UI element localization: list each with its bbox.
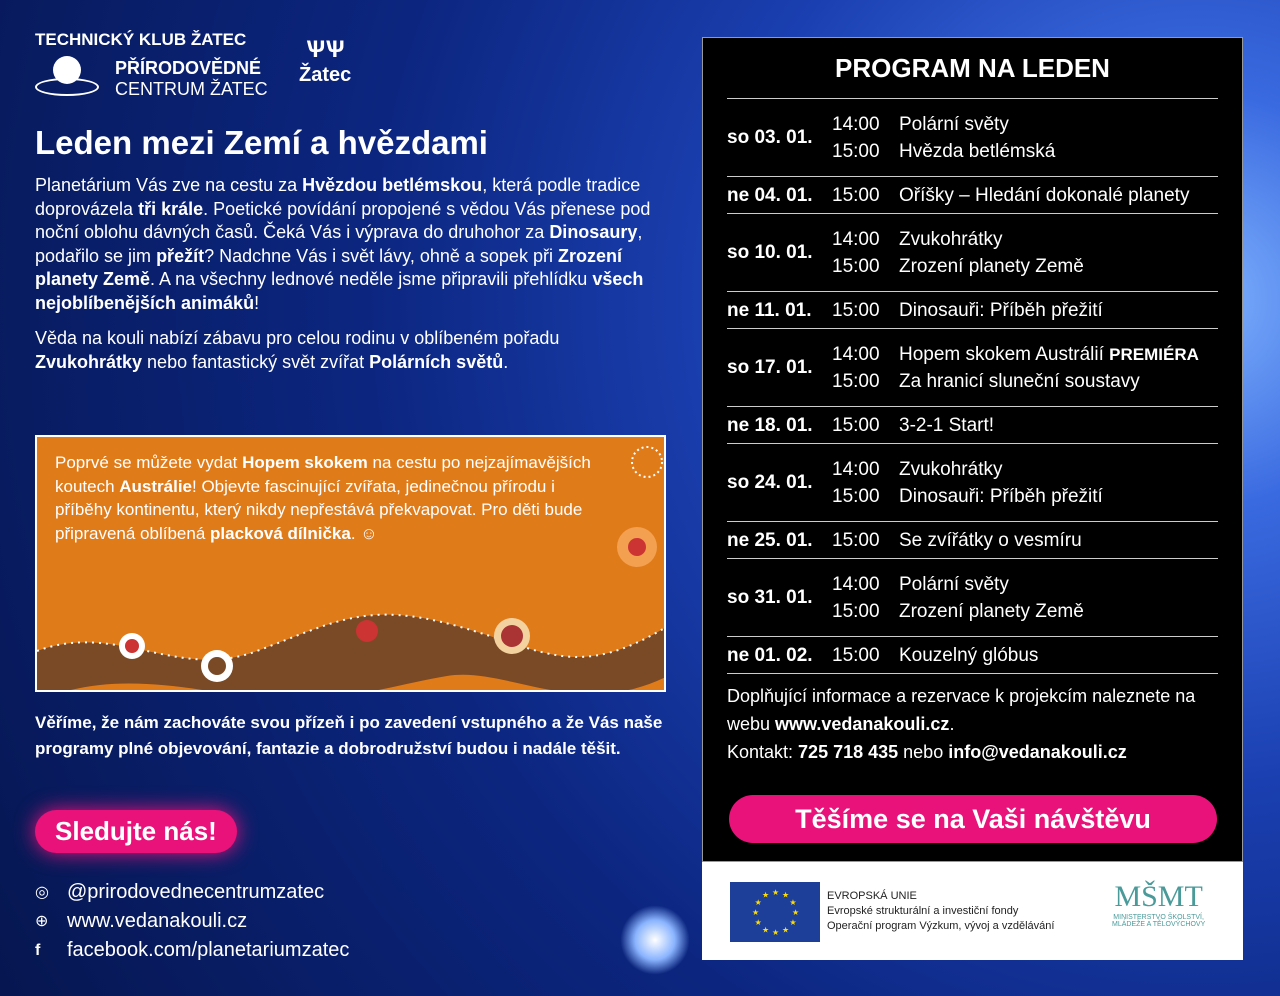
text-segment: . ☺ (350, 523, 378, 543)
schedule-events (832, 226, 1084, 280)
schedule-row (727, 291, 1218, 328)
schedule-event (832, 297, 1103, 324)
schedule-date: so 24. 01. (727, 472, 813, 493)
event-time: 15:00 (832, 255, 880, 277)
facebook-icon: f (35, 942, 41, 959)
planet-decoration (620, 905, 690, 975)
event-time: 14:00 (832, 113, 880, 135)
schedule-date: ne 11. 01. (727, 299, 812, 321)
event-time: 15:00 (832, 485, 880, 507)
eu-star-icon: ★ (782, 890, 790, 900)
text-segment: ! Objevte fascinující zvířata, jedinečnou přírodu i příběhy kontinentu, který nikdy nepřestává překvapovat. Pro děti bude připravená oblíbená (55, 476, 583, 543)
eu-star-icon: ★ (762, 890, 770, 900)
text-segment: , podařilo se jim (35, 222, 643, 266)
eu-star-icon: ★ (789, 898, 797, 907)
eu-star-icon: ★ (789, 918, 797, 927)
globe-icon: ⊕ (35, 913, 49, 930)
schedule-event (832, 527, 1082, 554)
text-segment: Věda na kouli nabízí zábavu pro celou rodinu v oblíbeném pořadu (35, 328, 560, 348)
social-facebook[interactable] (35, 936, 349, 965)
text-segment: Hopem skokem (242, 453, 368, 472)
schedule-event (832, 483, 1103, 510)
club-logo-text: TECHNICKÝ KLUB ŽATEC (35, 30, 247, 49)
australia-box (35, 435, 666, 692)
event-title: Zvukohrátky (899, 458, 1003, 480)
town-logo-text: Žatec (299, 64, 352, 86)
schedule-event (832, 412, 994, 439)
event-time: 14:00 (832, 228, 880, 250)
schedule-row (727, 176, 1218, 213)
closing-text: Věříme, že nám zachováte svou přízeň i po zavedení vstupného a že Vás naše programy plné objevování, fantazie a dobrodružství budou i nadále těšit. (35, 713, 663, 758)
eu-star-icon: ★ (782, 925, 790, 935)
schedule-date: so 17. 01. (727, 357, 813, 378)
text-segment: Zvukohrátky (35, 351, 143, 372)
event-title: Polární světy (899, 113, 1009, 135)
schedule-events (832, 412, 994, 439)
eu-flag-icon (730, 882, 820, 942)
eu-star-icon: ★ (762, 925, 770, 935)
event-title: Zvukohrátky (899, 228, 1003, 250)
schedule-row (727, 98, 1218, 176)
event-title: Hopem skokem Austrálií (899, 343, 1104, 365)
schedule-event (832, 182, 1189, 209)
schedule-date: so 10. 01. (727, 242, 813, 263)
schedule-event (832, 111, 1055, 138)
schedule-event (832, 341, 1199, 368)
eu-star-icon: ★ (772, 888, 780, 897)
text-segment: všech nejoblíbenějších animáků (35, 269, 644, 313)
text-segment: Planetárium Vás zve na cestu za (35, 175, 303, 195)
schedule-row (727, 558, 1218, 636)
schedule-event (832, 571, 1084, 598)
event-time: 14:00 (832, 458, 880, 480)
schedule-row (727, 443, 1218, 521)
schedule-date: so 03. 01. (727, 127, 813, 148)
text-segment: . Poetické povídání propojené s vědou Vás přenese pod noční oblohu dávných časů. Čeká Vás i výprava do druhohor za (35, 198, 651, 242)
text-segment: ? Nadchne Vás i svět lávy, ohně a sopek při (204, 245, 558, 266)
msmt-line-1: MINISTERSTVO ŠKOLSTVÍ, (1113, 914, 1204, 921)
social-instagram[interactable] (35, 878, 349, 907)
website-url: www.vedanakouli.cz (67, 910, 248, 932)
msmt-line-2: MLÁDEŽE A TĚLOVÝCHOVY (1112, 921, 1206, 928)
schedule-events (832, 456, 1103, 510)
schedule-date: so 31. 01. (727, 587, 813, 608)
eu-line-3: Operační program Výzkum, vývoj a vzdělávání (827, 920, 1055, 932)
text-segment: . A na všechny lednové neděle jsme připravili přehlídku (150, 269, 593, 289)
schedule-event (832, 642, 1038, 669)
event-title: Dinosauři: Příběh přežití (899, 485, 1103, 507)
social-links (35, 878, 349, 965)
msmt-logo (1112, 880, 1205, 928)
text-segment: přežít (156, 245, 205, 266)
schedule-events (832, 642, 1038, 669)
text-segment: Zrození planety Země (35, 245, 622, 289)
schedule-events (832, 571, 1084, 625)
planet-logo-icon (35, 56, 99, 102)
instagram-icon: ◎ (35, 884, 49, 901)
text-segment: Dinosaury (549, 222, 638, 242)
schedule-row (727, 636, 1218, 673)
schedule-event (832, 598, 1084, 625)
schedule-date: ne 04. 01. (727, 184, 813, 206)
zatec-logo (299, 36, 351, 87)
event-title: Oříšky – Hledání dokonalé planety (899, 184, 1190, 206)
australia-text (55, 451, 595, 545)
text-segment: Austrálie (119, 476, 193, 496)
text-segment: na cestu po nejzajímavějších koutech (55, 453, 591, 496)
schedule-event (832, 456, 1103, 483)
social-web[interactable] (35, 907, 349, 936)
event-title: 3-2-1 Start! (899, 414, 995, 436)
event-title: Zrození planety Země (899, 600, 1084, 622)
premiere-badge: PREMIÉRA (1109, 344, 1199, 364)
event-title: Za hranicí sluneční soustavy (899, 370, 1140, 392)
event-time: 14:00 (832, 343, 880, 365)
event-time: 15:00 (832, 644, 880, 666)
program-title: PROGRAM NA LEDEN (835, 53, 1110, 83)
sponsor-bar (702, 862, 1243, 960)
event-time: 15:00 (832, 600, 880, 622)
eu-star-icon: ★ (752, 908, 760, 917)
intro-text (35, 174, 667, 315)
event-title: Hvězda betlémská (899, 140, 1056, 162)
schedule-event (832, 253, 1084, 280)
left-column (35, 30, 667, 386)
contact-or: nebo (898, 742, 949, 762)
text-segment: nebo fantastický svět zvířat (142, 351, 370, 372)
event-time: 15:00 (832, 414, 880, 436)
text-segment: . (503, 351, 509, 372)
schedule-row (727, 213, 1218, 291)
eu-star-icon: ★ (754, 918, 762, 927)
schedule-events (832, 111, 1055, 165)
visit-banner: Těšíme se na Vaši návštěvu (729, 795, 1217, 843)
event-title: Dinosauři: Příběh přežití (899, 299, 1103, 321)
schedule-event (832, 138, 1055, 165)
schedule-row (727, 521, 1218, 558)
text-segment: Poprvé se můžete vydat (55, 453, 243, 472)
eu-text (827, 889, 1054, 934)
schedule-date: ne 18. 01. (727, 414, 813, 436)
event-title: Kouzelný glóbus (899, 644, 1039, 666)
centre-name-1: PŘÍRODOVĚDNÉ (115, 58, 262, 78)
schedule-date: ne 25. 01. (727, 529, 813, 551)
headline: Leden mezi Zemí a hvězdami (35, 124, 488, 161)
schedule-row (727, 406, 1218, 443)
schedule-events (832, 182, 1189, 209)
info-web-link[interactable]: www.vedanakouli.cz (775, 714, 950, 734)
schedule-events (832, 297, 1103, 324)
event-title: Polární světy (899, 573, 1009, 595)
contact-phone[interactable]: 725 718 435 (798, 742, 899, 762)
schedule-event (832, 368, 1199, 395)
event-title: Zrození planety Země (899, 255, 1084, 277)
schedule-event (832, 226, 1084, 253)
text-segment: Polárních světů (369, 351, 504, 372)
event-title: Se zvířátky o vesmíru (899, 529, 1082, 551)
msmt-logo-mark: MŠMT (1114, 880, 1203, 913)
info-label: Doplňující informace a rezervace k projekcím naleznete na webu (727, 686, 1196, 734)
event-time: 15:00 (832, 140, 880, 162)
text-segment: tři krále (138, 198, 204, 219)
eu-star-icon: ★ (754, 898, 762, 907)
intro-text-2 (35, 327, 667, 374)
event-time: 15:00 (832, 184, 880, 206)
eu-star-icon: ★ (792, 908, 800, 917)
schedule-events (832, 341, 1199, 395)
text-segment: Hvězdou betlémskou (302, 175, 483, 195)
program-panel (702, 37, 1243, 862)
schedule-events (832, 527, 1082, 554)
event-time: 14:00 (832, 573, 880, 595)
follow-us-badge: Sledujte nás! (35, 810, 237, 853)
centre-name-2: CENTRUM ŽATEC (115, 79, 268, 99)
hops-icon: ѰѰ (305, 36, 345, 63)
event-time: 15:00 (832, 370, 880, 392)
info-text (727, 673, 1218, 766)
text-segment: , která podle tradice doprovázela (35, 175, 641, 219)
text-segment: ! (254, 292, 260, 313)
event-time: 15:00 (832, 299, 880, 321)
eu-line-1: EVROPSKÁ UNIE (827, 890, 917, 902)
text-segment: placková dílnička (210, 523, 351, 543)
eu-star-icon: ★ (772, 928, 780, 937)
schedule (727, 98, 1218, 673)
facebook-url: facebook.com/planetariumzatec (67, 939, 350, 961)
eu-line-2: Evropské strukturální a investiční fondy (827, 905, 1019, 917)
contact-email[interactable]: info@vedanakouli.cz (948, 742, 1127, 762)
contact-label: Kontakt: (727, 742, 799, 762)
schedule-row (727, 328, 1218, 406)
event-time: 15:00 (832, 529, 880, 551)
instagram-handle: @prirodovednecentrumzatec (67, 881, 325, 903)
info-dot: . (949, 714, 955, 734)
schedule-date: ne 01. 02. (727, 644, 813, 666)
